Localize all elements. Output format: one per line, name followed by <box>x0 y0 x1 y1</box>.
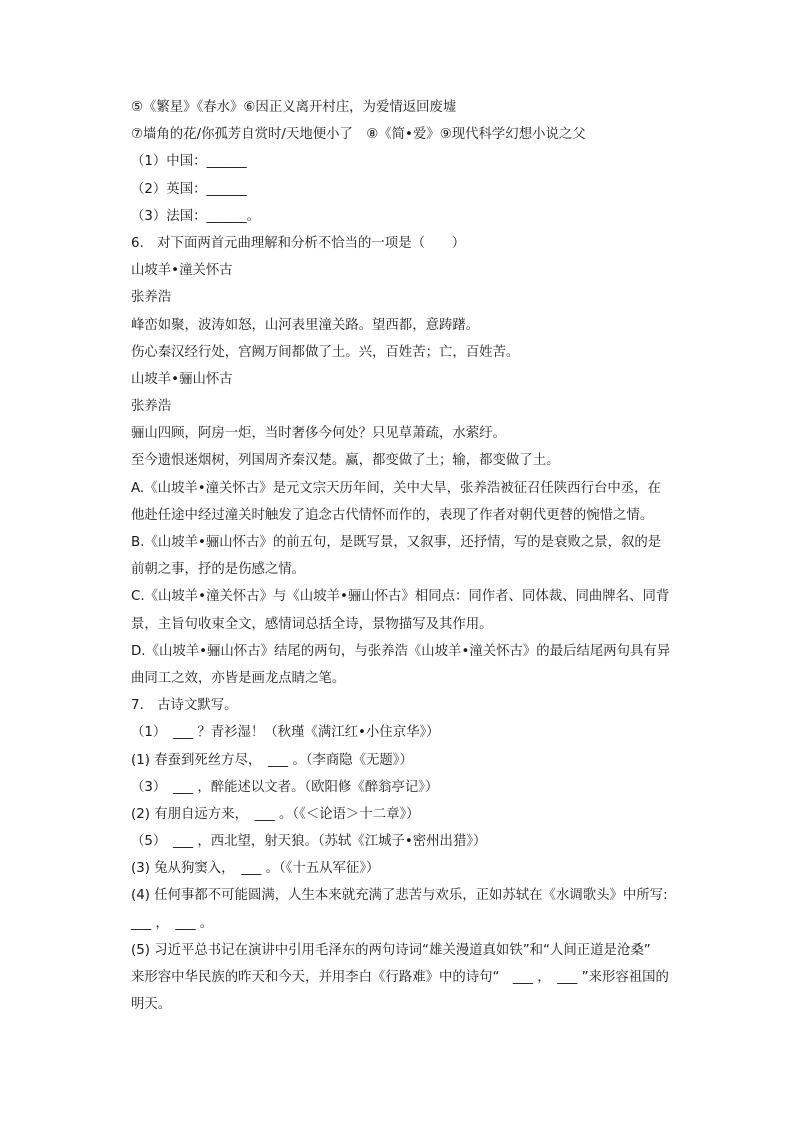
dictation-item: (2) 有朋自远方来， ___ 。（《＜论语＞十二章》） <box>131 806 420 822</box>
document-page <box>131 94 671 1018</box>
option-a-line-1: A.《山坡羊•潼关怀古》是元文宗天历年间，关中大旱，张养浩被征召任陕西行台中丞，在 <box>131 480 661 496</box>
poem-1-verse-1: 峰峦如聚，波涛如怒，山河表里潼关路。望西都，意踌躇。 <box>131 317 480 333</box>
option-c-line-2: 景，主旨句收束全文，感情词总括全诗，景物描写及其作用。 <box>131 616 493 632</box>
answer-options-line-2: ⑦墙角的花/你孤芳自赏时/天地便小了 ⑧《简•爱》⑨现代科学幻想小说之父 <box>131 127 586 143</box>
dictation-item-continued: 来形容中华民族的昨天和今天，并用李白《行路难》中的诗句“ ___ ， ___ ”来形容祖国的 <box>131 970 669 985</box>
poem-2-author: 张养浩 <box>131 399 172 415</box>
dictation-item-continued: 明天。 <box>131 997 172 1013</box>
poem-2-verse-2: 至今遗恨迷烟树，列国周齐秦汉楚。赢，都变做了土；输，都变做了土。 <box>131 453 560 469</box>
question-6-stem: 6. 对下面两首元曲理解和分析不恰当的一项是（ ） <box>131 235 466 251</box>
blank-england: （2）英国：______ <box>131 181 247 197</box>
option-d-line-2: 曲同工之效，亦皆是画龙点睛之笔。 <box>131 670 346 686</box>
answer-options-line-1: ⑤《繁星》《春水》⑥因正义离开村庄，为爱情返回废墟 <box>131 100 457 115</box>
dictation-item: （3） ___ ，醉能述以文者。（欧阳修《醉翁亭记》） <box>131 779 439 795</box>
dictation-item-continued: ___ ， ___ 。 <box>131 915 214 931</box>
poem-1-title: 山坡羊•潼关怀古 <box>131 263 233 279</box>
option-d-line-1: D.《山坡羊•骊山怀古》结尾的两句，与张养浩《山坡羊•潼关怀古》的最后结尾两句具有异 <box>131 643 671 659</box>
question-7-stem: 7. 古诗文默写。 <box>131 698 238 714</box>
option-a-line-2: 他赴任途中经过潼关时触发了追念古代情怀而作的，表现了作者对朝代更替的惋惜之情。 <box>131 507 654 523</box>
poem-1-verse-2: 伤心秦汉经行处，宫阙万间都做了土。兴，百姓苦；亡，百姓苦。 <box>131 344 520 360</box>
option-b-line-1: B.《山坡羊•骊山怀古》的前五句，是既写景，又叙事，还抒情，写的是衰败之景，叙的是 <box>131 535 662 550</box>
blank-china: （1）中国：______ <box>131 154 247 170</box>
dictation-item: (4) 任何事都不可能圆满，人生本来就充满了悲苦与欢乐，正如苏轼在《水调歌头》中所写: <box>131 888 668 904</box>
option-b-line-2: 前朝之事，抒的是伤感之情。 <box>131 562 306 578</box>
poem-2-verse-1: 骊山四顾，阿房一炬，当时奢侈今何处？只见草萧疏，水萦纡。 <box>131 426 506 442</box>
poem-2-title: 山坡羊•骊山怀古 <box>131 371 233 387</box>
blank-france: （3）法国：______。 <box>131 208 261 224</box>
poem-1-author: 张养浩 <box>131 290 172 306</box>
dictation-item: (5) 习近平总书记在演讲中引用毛泽东的两句诗词“雄关漫道真如铁”和“人间正道是沧桑” <box>131 942 651 958</box>
dictation-item: (3) 兔从狗窦入， ___ 。（《十五从军征》） <box>131 861 380 877</box>
dictation-item: （5） ___ ，西北望，射天狼。（苏轼《江城子•密州出猎》） <box>131 834 487 850</box>
dictation-item: （1） ___ ？青衫湿！（秋瑾《满江红•小住京华》） <box>131 725 440 741</box>
dictation-item: (1) 春蚕到死丝方尽， ___ 。（李商隐《无题》） <box>131 752 413 768</box>
option-c-line-1: C.《山坡羊•潼关怀古》与《山坡羊•骊山怀古》相同点：同作者、同体裁、同曲牌名、同背 <box>131 589 670 605</box>
